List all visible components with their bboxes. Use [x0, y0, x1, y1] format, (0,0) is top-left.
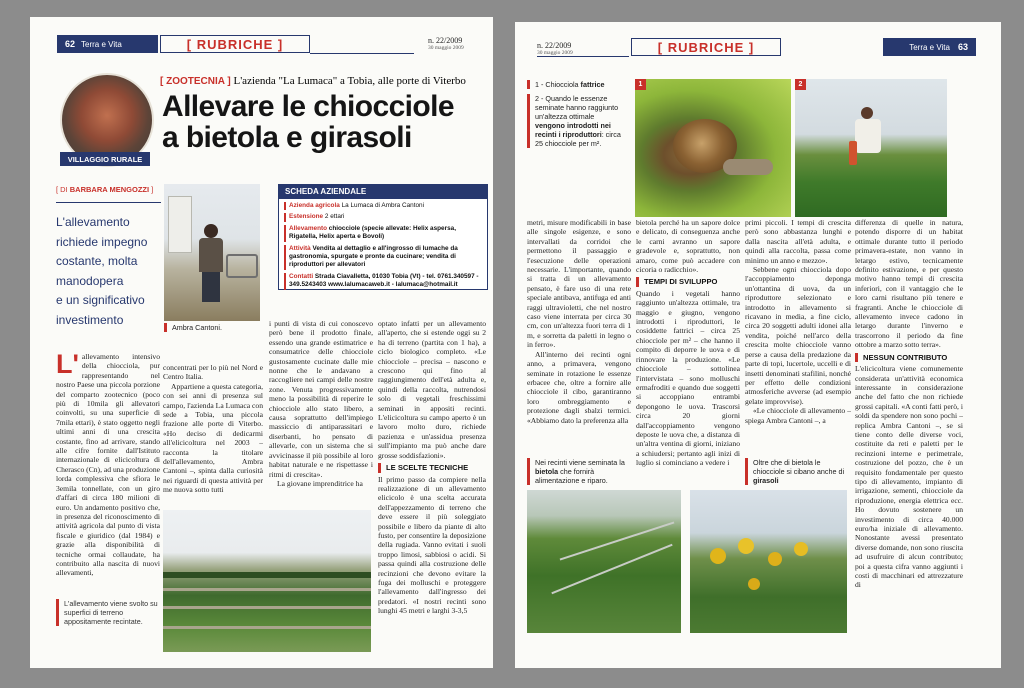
left-header-rule	[310, 35, 414, 54]
body-column-3: i punti di vista di cui conoscevo però bene il prodotto finale, essendo una grande estimatrice e consumatrice delle chiocciole gustosamente cucinate dalle mie nonne che le andavano a raccogliere nei campi delle nostre zone. Venuta progressivamente meno la possibilità di reperire le chiocciole allo stato libero, a causa soprattutto dell'impiego massiccio di antiparassitari e diserbanti, ho pensato di allevarle, con un sistema che si avvicinasse il più possibile al loro habitat naturale e ne rispettasse i ritmi di crescita». La giovane imprenditrice ha	[269, 319, 373, 488]
girasoli-caption: Oltre che di bietola le chiocciole si cibano anche di girasoli	[745, 458, 851, 485]
profile-row-allevamento: Allevamento chiocciole (specie allevate: Helix aspersa, Rigatella, Helix aperta e Bovoli)	[284, 225, 482, 242]
sunflower-5	[748, 578, 760, 590]
village-badge-label: VILLAGGIO RURALE	[60, 152, 150, 166]
right-issue: n. 22/2009 30 maggio 2009	[537, 41, 573, 56]
left-section-label-box	[160, 35, 310, 53]
byline: [ DI BARBARA MENGOZZI ]	[56, 185, 154, 194]
right-body-column-1: metri, misure modificabili in base alle singole esigenze, e sono intervallati da corridoi che permettono il passaggio e l'esecuzione delle operazioni necessarie. L'importante, quando si tratta di un allevamento pensato, è fare uso di una rete speciale antibava, antifuga ed anti raggi ultravioletti, che nel nostro caso viene interrata per circa 30 cm, con un'altezza fuori terra di 1 m, e sorretta da paletti in legno o in ferro». All'interno dei recinti ogni anno, a primavera, vengono seminate in rotazione le essenze erbacee che, oltre a fornire alle chiocciole il cibo, garantiranno loro ombreggiamento e protezione dagli sbalzi termici. «Abbiamo dato la preferenza alla	[527, 218, 631, 425]
photo-2-number: 2	[795, 79, 806, 90]
bietola-caption: Nei recinti viene seminata la bietola che fornirà alimentazione e riparo.	[527, 458, 635, 485]
caption-1: 1 - Chiocciola fattrice	[527, 80, 623, 89]
photo-captions-top	[527, 80, 623, 148]
right-header-rule	[537, 38, 629, 57]
portrait-photo	[164, 184, 260, 321]
right-body-column-4: differenza di quelle in natura, potendo disporre di un habitat ottimale durante tutto il periodo primavera-estate, non vanno in letargo estivo, tecnicamente definito estivazione, e per questo motivo hanno tempi di crescita inferiori, con il vantaggio che le loro carni risultano più tenere e fragranti. Anche le chiocciole di allevamento invece cadono in letargo durante l'inverno e trascorrono il periodo da fine ottobre a marzo sotto terra». NESSUN CONTRIBUTO L'elicicoltura viene comunemente considerata un'attività economica interessante in considerazione anche del fatto che non richiede grossi capitali. «A conti fatti però, i soldi da spendere non sono pochi – replica Ambra Cantoni –, se si tiene conto delle diverse voci, costituite da reti e paletti per le recinzioni interne e perimetrale, costruzione del pozzo, che è un requisito fondamentale per questo tipo di allevamento, impianto di irrigazione, sementi, chiocciole da riproduzione, energia elettrica ecc. Ho dovuto sostenere un investimento di circa 40.000 euro/ha iniziale di allevamento. Nonostante avessi presentato diverse domande, non sono riuscita ad usufruire di alcun contributo; poi a questa cifra vanno aggiunti i costi di macchinari ed attrezzature di	[855, 218, 963, 590]
grower-shirt	[855, 119, 881, 153]
article-lead: L'allevamento richiede impegno costante, molta manodopera e un significativo investimento	[56, 215, 148, 327]
net-fence-1	[560, 522, 675, 561]
fence-caption: L'allevamento viene svolto su superfici di terreno appositamente recintate.	[56, 599, 164, 626]
company-profile-rows	[279, 199, 487, 290]
snail-photo	[635, 79, 791, 217]
profile-row-attivita: Attività Vendita al dettaglio e all'ingrosso di lumache da gastronomia, spurgate e pronte da cucinare; vendita di riproduttori per allevatori	[284, 245, 482, 270]
right-body-column-3: primi piccoli. I tempi di crescita però sono abbastanza lunghi e dalla nascita all'età adulta, e quindi alla raccolta, passa come minimo un anno e mezzo». Sebbene ogni chiocciola dopo l'accoppiamento deponga un'ottantina di uova, da un riproduttore selezionato e introdotto in allevamento si ricavano in media, a fine ciclo, circa 20 soggetti adulti idonei alla vendita, poiché nell'arco della crescita molte chiocciole vanno perse a causa della predazione da parte di topi, lucertole, uccelli e di insetti denominati stafilini, nonché per effetto delle condizioni atmosferiche avverse (ad esempio gelate improvvise). «Le chiocciole di allevamento – spiega Ambra Cantoni –, a	[745, 218, 851, 425]
section-heading-tempi: TEMPI DI SVILUPPO	[636, 277, 740, 286]
portrait-caption: Ambra Cantoni.	[164, 323, 260, 332]
right-magazine-name: Terra e Vita	[909, 42, 950, 52]
body-column-2: concentrati per lo più nel Nord e Centro Italia. Appartiene a questa categoria, con sei anni di presenza sul campo, l'azienda La Lumaca con sede a Tobia, una piccola frazione alle porte di Viterbo. «Ho deciso di dedicarmi all'elicicoltura nel 2003 – racconta la titolare dell'allevamento, Ambra Cantoni –, spinta dalla curiosità nei riguardi di questa attività per me nuova sotto tutti	[163, 363, 263, 495]
section-heading-contributo: NESSUN CONTRIBUTO	[855, 353, 963, 362]
left-magazine-name: Terra e Vita	[81, 39, 122, 49]
left-section-label: [ RUBRICHE ]	[186, 36, 284, 52]
field-photo	[163, 510, 371, 652]
photo-1-number: 1	[635, 79, 646, 90]
right-body-column-2: bietola perché ha un sapore dolce e delicato, di conseguenza anche le carni avranno un sapore gradevole e, soprattutto, non amaro, come può accadere con cicoria o radicchio». TEMPI DI SVILUPPO Quando i vegetali hanno raggiunto un'altezza ottimale, tra maggio e giugno, vengono introdotti i riproduttori, le cosiddette fattrici – circa 25 chiocciole per m² – che hanno il compito di deporre le uova e di rinnovare la produzione. «Le chiocciole – sottolinea l'intervistata – sono molluschi ermafroditi e quando due soggetti si accoppiano entrambi depongono le uova. Trascorsi circa 20 giorni dall'accoppiamento vengono deposte le uova che, a distanza di un'altra ventina di giorni, iniziano a schiudersi; pertanto agli inizi di luglio si cominciano a vedere i	[636, 218, 740, 468]
bietola-photo	[527, 490, 681, 633]
sunflower-4	[794, 542, 808, 556]
profile-row-estensione: Estensione 2 ettari	[284, 213, 482, 221]
person-body	[199, 238, 223, 272]
company-profile-box	[278, 184, 488, 290]
grower-head	[861, 107, 873, 119]
person-legs	[202, 272, 220, 302]
article-title: Allevare le chiocciole a bietola e girasoli	[162, 90, 454, 154]
right-section-label-box	[631, 38, 781, 56]
profile-row-contatti: Contatti Strada Ciavalletta, 01030 Tobia (Vt) - tel. 0761.340597 - 349.5243403 www.lalumacaweb.it - lalumaca@hotmail.it	[284, 273, 482, 290]
right-page-number: 63	[957, 42, 968, 52]
company-profile-title: SCHEDA AZIENDALE	[279, 185, 487, 199]
profile-row-azienda: Azienda agricola La Lumaca di Ambra Cantoni	[284, 202, 482, 210]
right-section-label: [ RUBRICHE ]	[657, 39, 755, 55]
left-page	[30, 17, 493, 668]
body-column-1: L' allevamento intensivo della chiocciola, pur rappresentando nel nostro Paese una piccola porzione del comparto zootecnico (poco più di 10mila gli allevatori coinvolti, su una superficie di 7mila ettari), è stato oggetto negli ultimi anni di una crescita costante, fino ad arrivare, stando alle cifre fornite dall'Istituto internazionale di elicicoltura di Cherasco (Cn), ad una produzione lorda complessiva che sfiora le 3emila tonnellate, con un giro d'affari di circa 180 milioni di euro. Un andamento positivo che, in presenza del riconoscimento di attività agricola dal punto di vista fiscale e giuridico (dal 1984) e grazie alla disponibilità di tecniche ormai collaudate, ha contribuito alla nascita di nuovi allevamenti,	[56, 352, 160, 578]
section-heading-scelte: LE SCELTE TECNICHE	[378, 463, 486, 472]
silo-shape	[168, 196, 192, 253]
sunflower-photo	[690, 490, 847, 633]
left-issue: n. 22/2009 30 maggio 2009	[428, 36, 464, 51]
sunflower-3	[768, 552, 782, 566]
body-column-4: optato infatti per un allevamento all'aperto, che si estende oggi su 2 ha di terreno (partita con 1 ha), a ciclo biologico completo. «Le chiocciole – precisa – nascono e crescono qui fino al raggiungimento dell'età adulta e, quindi della raccolta, nutrendosi solo di vegetali freschissimi seminati in appositi recinti. L'elicicoltura su campo aperto è un lavoro molto duro, richiede pazienza e un'assidua presenza sull'impianto ma può anche dare grosse soddisfazioni». LE SCELTE TECNICHE Il primo passo da compiere nella realizzazione di un allevamento elicicolo è una scelta accurata dell'appezzamento di terreno che deve essere il più soleggiato possibile e libero da piante di alto fusto, per consentire la deposizione della rugiada. Vanno evitati i suoli troppo limosi, sabbiosi o acidi. Si passa quindi alla costruzione delle recinzioni che devono evitare la fuga dei molluschi e proteggere l'allevamento dall'ingresso dei predatori. «I nostri recinti sono lunghi 45 metri e larghi 3-3,5	[378, 319, 486, 616]
tree-line	[163, 572, 371, 578]
red-bucket	[849, 141, 857, 165]
right-header-folio	[883, 38, 976, 56]
caption-2: 2 - Quando le essenze seminate hanno raggiunto un'altezza ottimale vengono introdotti nei recinti i riproduttori: circa 25 chiocciole per m².	[527, 94, 623, 148]
left-page-number: 62	[65, 39, 76, 49]
article-kicker: [ ZOOTECNIA ] L'azienda "La Lumaca" a Tobia, alle porte di Viterbo	[160, 75, 466, 87]
field-row-2	[163, 606, 371, 609]
sunflower-2	[738, 538, 754, 554]
field-row-1	[163, 588, 371, 591]
dropcap: L'	[56, 352, 79, 379]
snail-body	[723, 159, 773, 175]
left-header-folio	[57, 35, 158, 53]
field-row-3	[163, 626, 371, 629]
sunflower-1	[710, 548, 726, 564]
right-page	[515, 22, 1001, 668]
wheelbarrow-shape	[226, 254, 258, 278]
person-head	[204, 224, 218, 238]
byline-rule	[56, 202, 161, 203]
grower-photo	[795, 79, 947, 217]
author-name: BARBARA MENGOZZI	[69, 185, 150, 194]
net-fence-2	[551, 544, 672, 595]
